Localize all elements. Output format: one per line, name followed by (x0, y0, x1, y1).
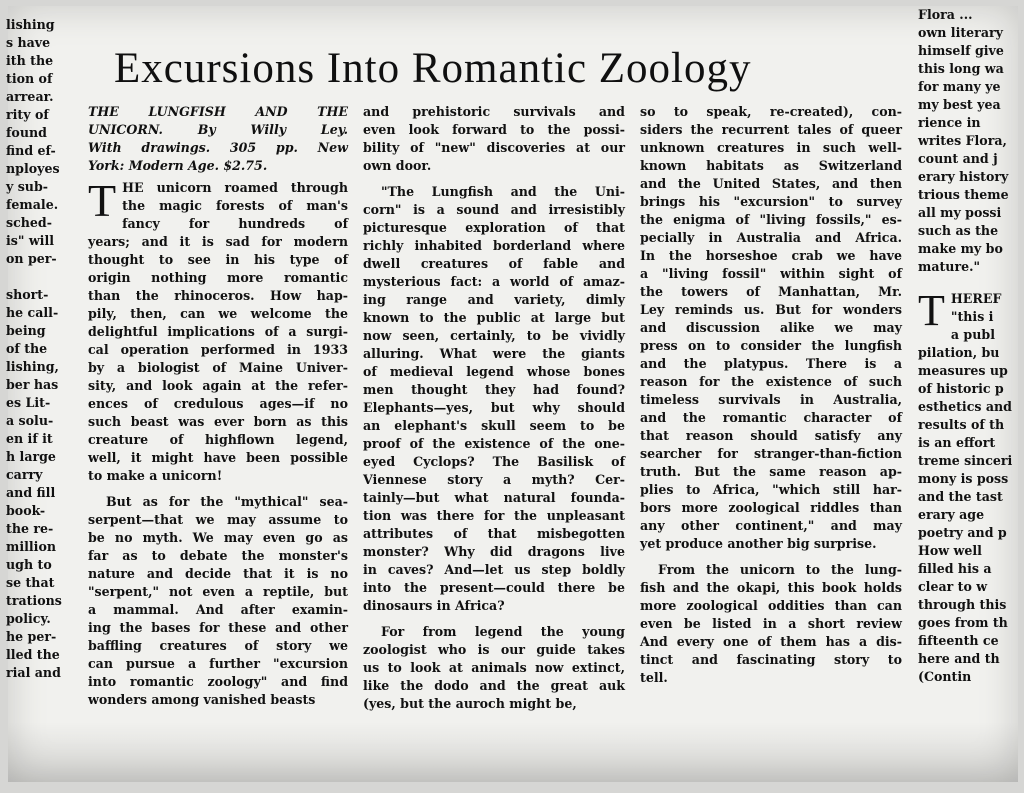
text-line: that reason should satisfy any (640, 428, 902, 443)
text-line: alluring. What were the giants (363, 346, 625, 361)
text-line: y sub- (6, 179, 48, 194)
text-line: tell. (640, 670, 668, 685)
text-line: truth. But the same reason ap- (640, 464, 902, 479)
text-line: tion was there for the unpleasant (363, 508, 625, 523)
text-line: fancy for hundreds of (122, 216, 348, 231)
text-line: even be listed in a short review (640, 616, 902, 631)
text-line: attributes of that misbegotten (363, 526, 625, 541)
text-line: serpent—that we may assume to (88, 512, 348, 527)
text-line: short- (6, 287, 49, 302)
column-3 (640, 103, 902, 687)
text-line: own door. (363, 158, 432, 173)
text-line: mysterious fact: a world of amaz- (363, 274, 625, 289)
text-line: us to look at animals now extinct, (363, 660, 625, 675)
text-line: And every one of them has a dis- (640, 634, 902, 649)
text-line: arrear. (6, 89, 54, 104)
text-line: on per- (6, 251, 57, 266)
text-line: writes Flora, (918, 133, 1007, 148)
text-line: en if it (6, 431, 53, 446)
text-line: brings his "excursion" to survey (640, 194, 902, 209)
text-line: richly inhabited borderland where (363, 238, 625, 253)
text-line: es Lit- (6, 395, 51, 410)
column-2 (363, 103, 625, 713)
text-line: the re- (6, 521, 54, 536)
text-line: rial and (6, 665, 61, 680)
text-line: eyed Cyclops? The Basilisk of (363, 454, 625, 469)
text-line: into the present—could there be (363, 580, 625, 595)
text-line: With drawings. 305 pp. New (88, 140, 348, 155)
text-line: known habitats as Switzerland (640, 158, 902, 173)
text-line: treme sinceri (918, 453, 1013, 468)
text-line: this long wa (918, 61, 1004, 76)
column-2-paragraph-1 (363, 103, 625, 175)
column-1-paragraph-2 (88, 493, 348, 709)
book-info (88, 103, 348, 175)
text-line: be no myth. We may even go as (88, 530, 348, 545)
text-line: years; and it is sad for modern (88, 234, 348, 249)
text-line: he per- (6, 629, 57, 644)
text-line: sity, and look again at the refer- (88, 378, 348, 393)
text-line: into romantic zoology" and find (88, 674, 348, 689)
text-line: For from legend the young (381, 624, 625, 639)
text-line: find ef- (6, 143, 56, 158)
text-line: THE LUNGFISH AND THE (88, 104, 348, 119)
text-line: lled the (6, 647, 60, 662)
text-line: tion of (6, 71, 53, 86)
column-1 (88, 103, 348, 709)
text-line: sched- (6, 215, 52, 230)
text-line: ences of credulous ages—if no (88, 396, 348, 411)
left-column-fragment (6, 16, 80, 682)
text-line: fish and the okapi, this book holds (640, 580, 902, 595)
text-line: dwell creatures of fable and (363, 256, 625, 271)
text-line: "this i (950, 309, 994, 324)
text-line: for many ye (918, 79, 1001, 94)
right-dropcap: T (918, 286, 945, 335)
text-line: But as for the "mythical" sea- (106, 494, 348, 509)
text-line: himself give (918, 43, 1004, 58)
text-line: than the rhinoceros. How hap- (88, 288, 348, 303)
text-line: From the unicorn to the lung- (658, 562, 902, 577)
text-line: goes from th (918, 615, 1008, 630)
text-line: creature of highflown legend, (88, 432, 348, 447)
text-line: In the horseshoe crab we have (640, 248, 902, 263)
text-line: ith the (6, 53, 54, 68)
text-line: and the platypus. There is a (640, 356, 902, 371)
text-line: trations (6, 593, 62, 608)
text-line: now seen, certainly, to be vividly (363, 328, 625, 343)
text-line: and the romantic character of (640, 410, 902, 425)
text-line: fifteenth ce (918, 633, 999, 648)
text-line: own literary (918, 25, 1003, 40)
text-line: baffling creatures of story we (88, 638, 348, 653)
text-line: a solu- (6, 413, 54, 428)
text-line: nature and decide that it is no (88, 566, 348, 581)
text-line: delightful implications of a surgi- (88, 324, 348, 339)
text-line: searcher for stranger-than-fiction (640, 446, 902, 461)
text-line: zoologist who is our guide takes (363, 642, 625, 657)
text-line: even look forward to the possi- (363, 122, 625, 137)
text-line: origin nothing more romantic (88, 270, 348, 285)
text-line: of historic p (918, 381, 1004, 396)
text-line: well, it might have been possible (88, 450, 348, 465)
text-line: a mammal. And after examin- (88, 602, 348, 617)
text-line: "serpent," not even a reptile, but (88, 584, 348, 599)
text-line: and discussion alike we may (640, 320, 902, 335)
text-line: se that (6, 575, 55, 590)
text-line: men thought they had found? (363, 382, 625, 397)
text-line: a publ (950, 327, 995, 342)
text-line: my best yea (918, 97, 1001, 112)
text-line: of medieval legend whose bones (363, 364, 625, 379)
text-line: "The Lungfish and the Uni- (381, 184, 625, 199)
text-line: ing the bases for these and other (88, 620, 348, 635)
text-line: like the dodo and the great auk (363, 678, 625, 693)
text-line: by a biologist of Maine Univer- (88, 360, 348, 375)
column-3-paragraph-1 (640, 103, 902, 553)
text-line: reason for the existence of such (640, 374, 902, 389)
text-line: HE unicorn roamed through (122, 180, 348, 195)
text-line: cal operation performed in 1933 (88, 342, 348, 357)
text-line: and fill (6, 485, 56, 500)
text-line: proof of the existence of the one- (363, 436, 625, 451)
text-line: all my possi (918, 205, 1002, 220)
text-line: here and th (918, 651, 1000, 666)
text-line: mature." (918, 259, 981, 274)
text-line: nployes (6, 161, 60, 176)
text-line: pilation, bu (918, 345, 1000, 360)
text-line: esthetics and (918, 399, 1012, 414)
text-line: ber has (6, 377, 59, 392)
text-line: monster? Why did dragons live (363, 544, 625, 559)
text-line: mony is poss (918, 471, 1009, 486)
text-line: results of th (918, 417, 1005, 432)
text-line: lishing, (6, 359, 59, 374)
text-line: lishing (6, 17, 55, 32)
text-line: York: Modern Age. $2.75. (88, 158, 268, 173)
text-line: of the (6, 341, 48, 356)
text-line: Elephants—yes, but why should (363, 400, 625, 415)
text-line: make my bo (918, 241, 1003, 256)
text-line: (Contin (918, 669, 972, 684)
text-line: and the tast (918, 489, 1003, 504)
text-line: bility of "new" discoveries at our (363, 140, 625, 155)
text-line: more zoological oddities than can (640, 598, 902, 613)
text-line: timeless survivals in Australia, (640, 392, 902, 407)
text-line: tinct and fascinating story to (640, 652, 902, 667)
text-line: such as the (918, 223, 999, 238)
text-line: siders the recurrent tales of queer (640, 122, 902, 137)
text-line: ing range and variety, dimly (363, 292, 625, 307)
text-line: press on to consider the lungfish (640, 338, 902, 353)
dropcap: T (88, 175, 117, 226)
text-line: s have (6, 35, 51, 50)
text-line: through this (918, 597, 1007, 612)
text-line: dinosaurs in Africa? (363, 598, 505, 613)
text-line (6, 268, 80, 286)
text-line: found (6, 125, 47, 140)
text-line: is" will (6, 233, 55, 248)
text-line: ugh to (6, 557, 52, 572)
text-line: poetry and p (918, 525, 1007, 540)
right-fragment-paragraph (918, 286, 1018, 686)
text-line: any other continent," and may (640, 518, 902, 533)
text-line: trious theme (918, 187, 1009, 202)
text-line: bors more zoological riddles than (640, 500, 902, 515)
text-line: erary history (918, 169, 1009, 184)
column-2-paragraph-2 (363, 183, 625, 615)
text-line: known to the public at large but (363, 310, 625, 325)
text-line: an elephant's skull seem to be (363, 418, 625, 433)
text-line: is an effort (918, 435, 996, 450)
newspaper-clipping (8, 6, 1018, 782)
text-line: so to speak, re-created), con- (640, 104, 902, 119)
text-line: UNICORN. By Willy Ley. (88, 122, 348, 137)
text-line: policy. (6, 611, 51, 626)
text-line: book- (6, 503, 46, 518)
text-line: wonders among vanished beasts (88, 692, 316, 707)
text-line: pecially in Australia and Africa. (640, 230, 902, 245)
text-line: unknown creatures in such well- (640, 140, 902, 155)
text-line: rience in (918, 115, 981, 130)
text-line: carry (6, 467, 43, 482)
text-line: (yes, but the auroch might be, (363, 696, 577, 711)
text-line: HEREF (950, 291, 1002, 306)
text-line: Ley reminds us. But for wonders (640, 302, 902, 317)
headline: Excursions Into Romantic Zoology (114, 45, 752, 92)
column-2-paragraph-3 (363, 623, 625, 713)
text-line: thought to see in his type of (88, 252, 348, 267)
column-1-paragraph-1 (88, 175, 348, 485)
text-line: Flora ... (918, 7, 973, 22)
text-line: he call- (6, 305, 59, 320)
text-line: Viennese story a myth? Cer- (363, 472, 625, 487)
text-line: far as to debate the monster's (88, 548, 348, 563)
text-line: the towers of Manhattan, Mr. (640, 284, 902, 299)
text-line: measures up (918, 363, 1008, 378)
text-line: count and j (918, 151, 998, 166)
text-line: the magic forests of man's (122, 198, 348, 213)
text-line: rity of (6, 107, 49, 122)
column-3-paragraph-2 (640, 561, 902, 687)
text-line: and the United States, and then (640, 176, 902, 191)
text-line: the enigma of "living fossils," es- (640, 212, 902, 227)
text-line: tainly—but what natural founda- (363, 490, 625, 505)
text-line: plies to Africa, "which still har- (640, 482, 902, 497)
right-column-fragment (918, 6, 1018, 686)
text-line: erary age (918, 507, 985, 522)
text-line: a "living fossil" within sight of (640, 266, 902, 281)
text-line: and prehistoric survivals and (363, 104, 625, 119)
text-line: million (6, 539, 57, 554)
text-line: such beast was ever born as this (88, 414, 348, 429)
text-line: filled his a (918, 561, 992, 576)
text-line: corn" is a sound and irresistibly (363, 202, 625, 217)
text-line: How well (918, 543, 982, 558)
text-line: yet produce another big surprise. (640, 536, 877, 551)
text-line: picturesque exploration of that (363, 220, 625, 235)
text-line: clear to w (918, 579, 988, 594)
text-line: female. (6, 197, 59, 212)
text-line: can pursue a further "excursion (88, 656, 348, 671)
text-line: in caves? And—let us step boldly (363, 562, 625, 577)
text-line: to make a unicorn! (88, 468, 223, 483)
text-line: h large (6, 449, 56, 464)
text-line: pily, then, can we welcome the (88, 306, 348, 321)
text-line: being (6, 323, 46, 338)
